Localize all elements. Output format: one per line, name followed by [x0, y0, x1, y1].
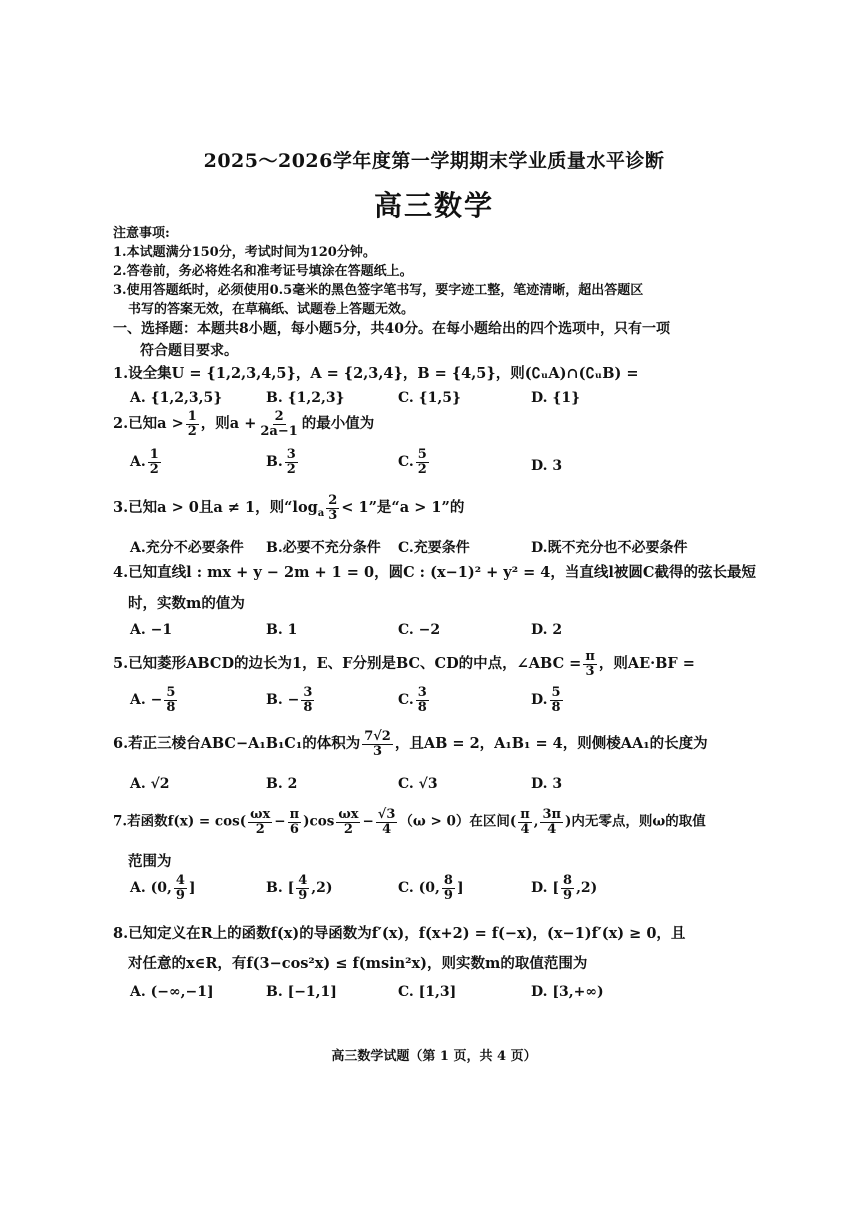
q8-option-d: D. [3,+∞): [531, 984, 604, 1000]
q1-option-a: A. {1,2,3,5}: [130, 390, 223, 406]
q2-option-a: A. $\frac{1}{2}$: [130, 447, 159, 477]
q6-option-c: C. √3: [398, 776, 438, 792]
question-5-stem: 5.已知菱形ABCD的边长为1，E、F分别是BC、CD的中点，∠ABC = $\frac{\pi}{3}$ ，则AE·BF =: [113, 649, 695, 679]
exam-title: 2025～2026学年度第一学期期末学业质量水平诊断: [203, 150, 665, 172]
question-6-stem: 6.若正三棱台ABC−A₁B₁C₁的体积为 $\frac{7√2}{3}$ ，且AB = 2，A₁B₁ = 4，则侧棱AA₁的长度为: [113, 729, 708, 759]
q8-option-c: C. [1,3]: [398, 984, 457, 1000]
q2-option-c: C. $\frac{5}{2}$: [398, 447, 427, 477]
q1-option-c: C. {1,5}: [398, 390, 462, 406]
q4-option-c: C. −2: [398, 622, 441, 638]
subject-title: 高三数学: [373, 189, 494, 222]
q3-option-b: B.必要不充分条件: [266, 540, 381, 556]
question-8-stem: 8.已知定义在R上的函数f(x)的导函数为f′(x)，f(x+2) = f(−x)，(x−1)f′(x) ≥ 0，且: [113, 925, 686, 942]
q3-option-c: C.充要条件: [398, 540, 470, 556]
q7-option-d: D. [ $\frac{8}{9}$ ,2): [531, 873, 598, 903]
q3-option-a: A.充分不必要条件: [130, 540, 244, 556]
q5-option-a: A. − $\frac{5}{8}$: [130, 685, 176, 715]
notice-heading: 注意事项:: [113, 226, 170, 241]
q1-option-d: D. {1}: [531, 390, 581, 406]
question-4-stem: 4.已知直线l : mx + y − 2m + 1 = 0，圆C : (x−1)² + y² = 4，当直线l被圆C截得的弦长最短: [113, 564, 756, 581]
q7-option-a: A. (0, $\frac{4}{9}$ ]: [130, 873, 196, 903]
q6-option-a: A. √2: [130, 776, 170, 792]
question-7-stem-cont: 范围为: [128, 853, 172, 870]
notice-item: 1.本试题满分150分，考试时间为120分钟。: [113, 245, 376, 260]
page-footer: 高三数学试题（第 1 页，共 4 页）: [331, 1049, 537, 1064]
question-8-stem-cont: 对任意的x∈R，有f(3−cos²x) ≤ f(msin²x)，则实数m的取值范围为: [128, 955, 588, 972]
question-2-stem: 2.已知a > $\frac{1}{2}$ ，则a + $\frac{2}{2a-1}$ 的最小值为: [113, 409, 375, 439]
notice-item: 2.答卷前，务必将姓名和准考证号填涂在答题纸上。: [113, 264, 413, 279]
q5-option-b: B. − $\frac{3}{8}$: [266, 685, 313, 715]
q1-option-b: B. {1,2,3}: [266, 390, 345, 406]
q7-option-c: C. (0, $\frac{8}{9}$ ]: [398, 873, 464, 903]
q4-option-d: D. 2: [531, 622, 563, 638]
question-4-stem-cont: 时，实数m的值为: [128, 595, 245, 612]
q6-option-d: D. 3: [531, 776, 563, 792]
q8-option-a: A. (−∞,−1]: [130, 984, 214, 1000]
section-heading-cont: 符合题目要求。: [140, 343, 238, 359]
q4-option-a: A. −1: [130, 622, 173, 638]
question-1-stem: 1.设全集U = {1,2,3,4,5}，A = {2,3,4}，B = {4,5}，则(∁ᵤA)∩(∁ᵤB) =: [113, 365, 639, 382]
q5-option-c: C. $\frac{3}{8}$: [398, 685, 427, 715]
q5-option-d: D. $\frac{5}{8}$: [531, 685, 561, 715]
q7-option-b: B. [ $\frac{4}{9}$ ,2): [266, 873, 333, 903]
notice-item: 3.使用答题纸时，必须使用0.5毫米的黑色签字笔书写，要字迹工整，笔迹清晰，超出答题区: [113, 283, 644, 298]
q3-option-d: D.既不充分也不必要条件: [531, 540, 688, 556]
q2-option-b: B. $\frac{3}{2}$: [266, 447, 296, 477]
q4-option-b: B. 1: [266, 622, 298, 638]
question-3-stem: 3.已知a > 0且a ≠ 1，则“$\log_a$ $\frac{2}{3}$ < 1”是“a > 1”的: [113, 493, 465, 523]
q6-option-b: B. 2: [266, 776, 298, 792]
section-heading: 一、选择题：本题共8小题，每小题5分，共40分。在每小题给出的四个选项中，只有一项: [113, 321, 670, 337]
notice-item: 书写的答案无效，在草稿纸、试题卷上答题无效。: [128, 302, 415, 317]
q2-option-d: D. 3: [531, 458, 563, 474]
q8-option-b: B. [−1,1]: [266, 984, 337, 1000]
question-7-stem: 7.若函数f(x) = cos( $\frac{\omega x}{2}$ − $\frac{\pi}{6}$ )cos $\frac{\omega x}{2}$ − $\frac{√3}{4}$ （ω > 0）在区间( $\frac{\pi}{4}$ , $\frac{3\pi}{4}$ )内无零点，则ω的取值: [113, 807, 706, 837]
